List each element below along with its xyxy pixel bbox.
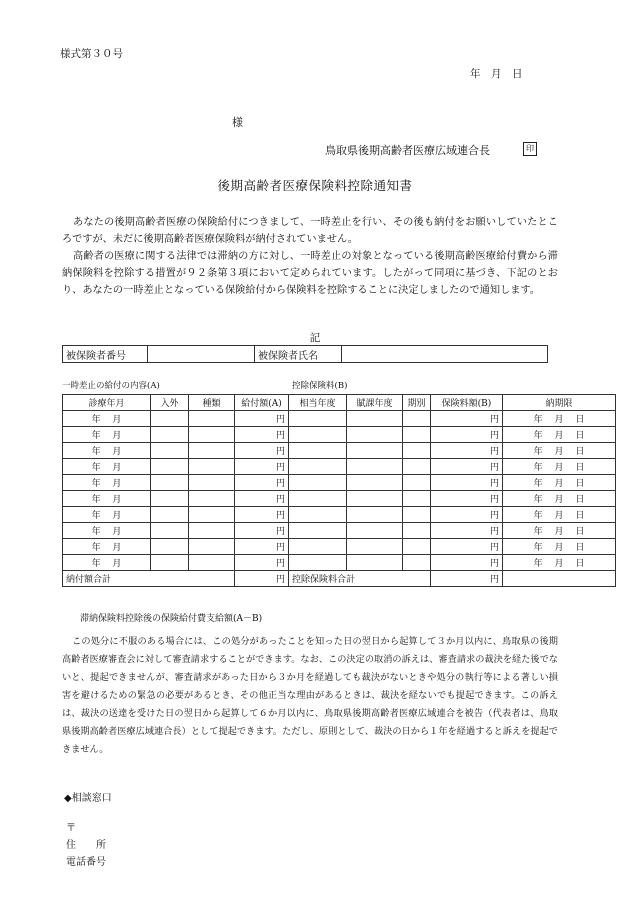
seal-stamp: 印 (523, 142, 537, 156)
empty-cell (403, 443, 431, 459)
insured-number-value (148, 346, 255, 363)
empty-cell (289, 459, 347, 475)
empty-cell (151, 555, 189, 571)
table-row (63, 507, 616, 523)
appeal-notice (62, 633, 558, 759)
insured-name-label: 被保険者氏名 (255, 346, 342, 363)
appeal-text: この処分に不服のある場合には、この処分があったことを知った日の翌日から起算して３か月以内に、鳥取県の後期高齢者医療審査会に対して審査請求することができます。なお、この決定の取消の訴えは、審査請求の裁決を経た後でないと、提起できませんが、審査請求があった日から３か月を経過しても裁決がないときや処分の執行等による著しい損害を避けるための緊急の必要があるとき、その他正当な理由があるときは、裁決を経ないでも提起できます。この訴えは、裁決の送達を受けた日の翌日から起算して６か月以内に、鳥取県後期高齢者医療広域連合を被告（代表者は、鳥取県後期高齢者医療広域連合長）として提起できます。ただし、原則として、裁決の日から１年を経過すると訴えを提起できません。 (62, 636, 558, 755)
table-row (63, 523, 616, 539)
month-cell: 年 月 (63, 411, 151, 427)
table-row (63, 459, 616, 475)
empty-cell (289, 555, 347, 571)
section-a-label: 一時差止の給付の内容(A) (62, 381, 160, 391)
header-cell: 入外 (151, 395, 189, 411)
empty-cell (189, 459, 235, 475)
month-cell: 年 月 (63, 555, 151, 571)
empty-cell (151, 491, 189, 507)
empty-cell (189, 539, 235, 555)
empty-cell (347, 411, 403, 427)
yen-cell: 円 (431, 555, 503, 571)
yen-cell: 円 (431, 571, 503, 587)
empty-cell (151, 427, 189, 443)
month-cell: 年 月 (63, 475, 151, 491)
phone-label: 電話番号 (66, 857, 106, 868)
table-row (63, 539, 616, 555)
empty-cell (403, 491, 431, 507)
empty-cell (347, 475, 403, 491)
month-cell: 年 月 (63, 427, 151, 443)
empty-cell (189, 507, 235, 523)
header-cell: 納期限 (503, 395, 616, 411)
header-cell: 診療年月 (63, 395, 151, 411)
yen-cell: 円 (235, 571, 289, 587)
yen-cell: 円 (235, 427, 289, 443)
empty-cell (189, 475, 235, 491)
empty-cell (289, 523, 347, 539)
deadline-cell: 年 月 日 (503, 507, 616, 523)
yen-cell: 円 (431, 475, 503, 491)
empty-cell (189, 555, 235, 571)
benefit-deduction-table (62, 394, 616, 587)
recipient-suffix: 様 (232, 116, 243, 129)
empty-cell (403, 507, 431, 523)
yen-cell: 円 (235, 443, 289, 459)
ki-marker: 記 (309, 332, 321, 344)
month-cell: 年 月 (63, 443, 151, 459)
month-cell: 年 月 (63, 459, 151, 475)
header-cell: 期別 (403, 395, 431, 411)
document-title: 後期高齢者医療保険料控除通知書 (217, 178, 413, 193)
yen-cell: 円 (431, 539, 503, 555)
empty-cell (289, 443, 347, 459)
insured-number-label: 被保険者番号 (63, 346, 148, 363)
empty-cell (189, 443, 235, 459)
issue-date: 年 月 日 (470, 68, 523, 80)
empty-cell (347, 459, 403, 475)
deadline-cell: 年 月 日 (503, 475, 616, 491)
form-number: 様式第３０号 (60, 48, 123, 60)
notice-body (62, 214, 558, 299)
empty-cell (403, 523, 431, 539)
insured-info-table (62, 345, 548, 363)
deadline-cell: 年 月 日 (503, 491, 616, 507)
empty-cell (289, 539, 347, 555)
section-b-label: 控除保険料(B) (292, 381, 348, 391)
month-cell: 年 月 (63, 523, 151, 539)
body-paragraph-2: 高齢者の医療に関する法律では滞納の方に対し、一時差止の対象となっている後期高齢医療給付費から滞納保険料を控除する措置が９２条第３項において定められています。したがって同項に基づき、下記のとおり、あなたの一時差止となっている保険給付から保険料を控除することに決定しましたので通知します。 (62, 251, 558, 296)
header-cell: 種類 (189, 395, 235, 411)
table-row (63, 411, 616, 427)
empty-cell (289, 491, 347, 507)
month-cell: 年 月 (63, 507, 151, 523)
empty-cell (289, 427, 347, 443)
yen-cell: 円 (235, 507, 289, 523)
yen-cell: 円 (431, 427, 503, 443)
insured-name-value (342, 346, 548, 363)
empty-cell (151, 539, 189, 555)
deadline-cell: 年 月 日 (503, 459, 616, 475)
yen-cell: 円 (235, 459, 289, 475)
yen-cell: 円 (235, 523, 289, 539)
empty-cell (289, 475, 347, 491)
header-cell: 保険料額(B) (431, 395, 503, 411)
table-total-row (63, 571, 616, 587)
yen-cell: 円 (431, 523, 503, 539)
empty-cell (347, 523, 403, 539)
yen-cell: 円 (431, 459, 503, 475)
table-row (63, 475, 616, 491)
yen-cell: 円 (235, 411, 289, 427)
empty-cell (403, 539, 431, 555)
yen-cell: 円 (431, 507, 503, 523)
empty-cell (403, 411, 431, 427)
deadline-cell: 年 月 日 (503, 411, 616, 427)
empty-cell (189, 523, 235, 539)
month-cell: 年 月 (63, 491, 151, 507)
issuer-name: 鳥取県後期高齢者医療広域連合長 (325, 144, 490, 157)
month-cell: 年 月 (63, 539, 151, 555)
empty-cell (289, 507, 347, 523)
empty-cell (347, 539, 403, 555)
address-label: 住 所 (66, 840, 106, 851)
empty-cell (347, 555, 403, 571)
consultation-heading: ◆相談窓口 (64, 793, 112, 804)
empty-cell (151, 459, 189, 475)
empty-cell (189, 411, 235, 427)
empty-cell (151, 475, 189, 491)
empty-cell (403, 555, 431, 571)
table-row (63, 491, 616, 507)
header-cell: 相当年度 (289, 395, 347, 411)
yen-cell: 円 (235, 475, 289, 491)
net-benefit-label: 滞納保険料控除後の保険給付費支給額(A－B) (80, 614, 263, 624)
deadline-cell: 年 月 日 (503, 539, 616, 555)
empty-cell (347, 507, 403, 523)
empty-cell (151, 443, 189, 459)
table-header-row (63, 395, 616, 411)
deadline-cell: 年 月 日 (503, 443, 616, 459)
empty-cell (347, 427, 403, 443)
empty-cell (347, 443, 403, 459)
header-cell: 賦課年度 (347, 395, 403, 411)
yen-cell: 円 (431, 411, 503, 427)
table-row (63, 427, 616, 443)
empty-cell (189, 427, 235, 443)
postal-mark: 〒 (66, 823, 76, 834)
header-cell: 給付額(A) (235, 395, 289, 411)
yen-cell: 円 (235, 555, 289, 571)
table-row (63, 555, 616, 571)
empty-cell (289, 411, 347, 427)
empty-cell (403, 475, 431, 491)
table-row (63, 443, 616, 459)
total-a-label: 納付額合計 (63, 571, 235, 587)
yen-cell: 円 (431, 491, 503, 507)
empty-cell (189, 491, 235, 507)
body-paragraph-1: あなたの後期高齢者医療の保険給付につきまして、一時差止を行い、その後も納付をお願いしていたところですが、未だに後期高齢者医療保険料が納付されていません。 (62, 217, 558, 245)
empty-cell (403, 459, 431, 475)
empty-cell (151, 523, 189, 539)
empty-cell (151, 411, 189, 427)
yen-cell: 円 (235, 539, 289, 555)
empty-cell (347, 491, 403, 507)
total-b-label: 控除保険料合計 (289, 571, 431, 587)
empty-cell (503, 571, 616, 587)
deadline-cell: 年 月 日 (503, 523, 616, 539)
deadline-cell: 年 月 日 (503, 555, 616, 571)
empty-cell (151, 507, 189, 523)
yen-cell: 円 (431, 443, 503, 459)
empty-cell (403, 427, 431, 443)
yen-cell: 円 (235, 491, 289, 507)
deadline-cell: 年 月 日 (503, 427, 616, 443)
